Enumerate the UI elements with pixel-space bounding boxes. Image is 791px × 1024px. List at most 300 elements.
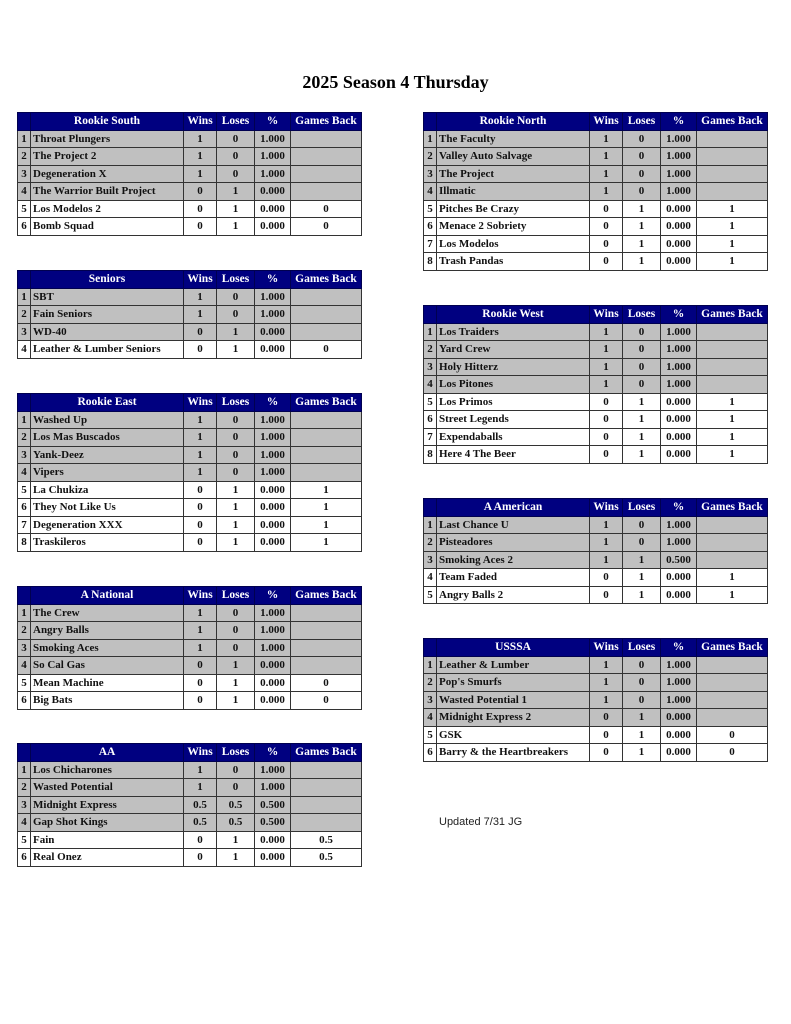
wins-header: Wins — [184, 113, 217, 131]
team-name: Real Onez — [31, 849, 184, 867]
standings-table-rookie-west — [423, 305, 768, 464]
table-row — [18, 761, 362, 779]
win-pct: 1.000 — [661, 516, 697, 534]
loses: 1 — [623, 586, 661, 604]
win-pct: 0.000 — [255, 341, 291, 359]
loses: 1 — [623, 726, 661, 744]
loses: 1 — [217, 692, 255, 710]
rank: 5 — [424, 200, 437, 218]
division-name: USSSA — [437, 639, 590, 657]
win-pct: 1.000 — [255, 148, 291, 166]
team-name: The Project 2 — [31, 148, 184, 166]
table-row — [18, 499, 362, 517]
division-name: A American — [437, 499, 590, 517]
header-row — [18, 394, 362, 412]
games-back — [291, 130, 362, 148]
games-back: 0 — [291, 341, 362, 359]
standings-table-seniors — [17, 270, 362, 359]
rank: 5 — [18, 481, 31, 499]
table-row — [424, 674, 768, 692]
rank: 4 — [18, 464, 31, 482]
team-name: Los Pitones — [437, 376, 590, 394]
games-back — [697, 376, 768, 394]
win-pct: 1.000 — [255, 639, 291, 657]
loses: 0 — [217, 130, 255, 148]
win-pct: 1.000 — [255, 779, 291, 797]
wins-header: Wins — [590, 306, 623, 324]
team-name: GSK — [437, 726, 590, 744]
table-row — [424, 376, 768, 394]
win-pct: 0.000 — [255, 534, 291, 552]
games-back — [697, 165, 768, 183]
wins: 1 — [184, 639, 217, 657]
games-back-header: Games Back — [697, 499, 768, 517]
team-name: Trash Pandas — [437, 253, 590, 271]
win-pct: 0.000 — [661, 393, 697, 411]
rank: 3 — [18, 165, 31, 183]
rank: 2 — [18, 779, 31, 797]
wins: 0 — [184, 534, 217, 552]
wins: 1 — [184, 306, 217, 324]
wins: 0 — [184, 341, 217, 359]
win-pct: 1.000 — [661, 376, 697, 394]
wins: 0 — [590, 726, 623, 744]
games-back-header: Games Back — [291, 113, 362, 131]
loses: 1 — [623, 428, 661, 446]
wins: 1 — [590, 165, 623, 183]
rank: 4 — [424, 709, 437, 727]
rank: 7 — [424, 235, 437, 253]
loses: 1 — [217, 481, 255, 499]
loses-header: Loses — [623, 113, 661, 131]
wins: 1 — [184, 288, 217, 306]
wins-header: Wins — [184, 271, 217, 289]
team-name: Big Bats — [31, 692, 184, 710]
loses-header: Loses — [623, 306, 661, 324]
wins: 1 — [184, 622, 217, 640]
games-back — [697, 323, 768, 341]
games-back: 1 — [291, 534, 362, 552]
wins: 0 — [184, 674, 217, 692]
wins: 1 — [184, 411, 217, 429]
win-pct: 1.000 — [255, 130, 291, 148]
table-row — [424, 200, 768, 218]
table-row — [18, 464, 362, 482]
wins: 1 — [184, 464, 217, 482]
rank: 4 — [18, 341, 31, 359]
rank: 5 — [424, 726, 437, 744]
rank: 2 — [424, 148, 437, 166]
win-pct: 0.000 — [255, 831, 291, 849]
loses: 0 — [623, 148, 661, 166]
games-back-header: Games Back — [291, 587, 362, 605]
win-pct: 0.000 — [255, 499, 291, 517]
team-name: Smoking Aces 2 — [437, 551, 590, 569]
table-row — [18, 200, 362, 218]
table-row — [424, 656, 768, 674]
win-pct: 0.000 — [255, 516, 291, 534]
table-row — [18, 341, 362, 359]
team-name: Los Traiders — [437, 323, 590, 341]
table-row — [18, 674, 362, 692]
win-pct: 1.000 — [661, 323, 697, 341]
division-name: Rookie East — [31, 394, 184, 412]
rank: 2 — [424, 341, 437, 359]
games-back — [291, 446, 362, 464]
team-name: Degeneration XXX — [31, 516, 184, 534]
wins: 1 — [590, 516, 623, 534]
pct-header: % — [255, 271, 291, 289]
team-name: Los Modelos 2 — [31, 200, 184, 218]
loses: 1 — [623, 253, 661, 271]
pct-header: % — [661, 113, 697, 131]
loses: 0 — [623, 674, 661, 692]
games-back: 1 — [291, 481, 362, 499]
games-back — [697, 183, 768, 201]
win-pct: 1.000 — [255, 622, 291, 640]
wins: 0 — [590, 446, 623, 464]
loses: 1 — [217, 499, 255, 517]
standings-table-rookie-south — [17, 112, 362, 236]
standings-table-aa — [17, 743, 362, 867]
games-back: 1 — [697, 218, 768, 236]
win-pct: 0.000 — [661, 446, 697, 464]
pct-header: % — [255, 113, 291, 131]
team-name: Barry & the Heartbreakers — [437, 744, 590, 762]
rank: 5 — [18, 831, 31, 849]
games-back: 0 — [291, 674, 362, 692]
games-back: 0 — [697, 744, 768, 762]
rank: 1 — [424, 323, 437, 341]
wins: 1 — [184, 429, 217, 447]
games-back: 1 — [697, 569, 768, 587]
team-name: Midnight Express 2 — [437, 709, 590, 727]
table-row — [18, 288, 362, 306]
games-back — [697, 674, 768, 692]
loses: 0 — [623, 656, 661, 674]
table-row — [424, 534, 768, 552]
team-name: Leather & Lumber — [437, 656, 590, 674]
table-row — [424, 709, 768, 727]
games-back — [697, 358, 768, 376]
header-row — [18, 113, 362, 131]
wins: 1 — [590, 341, 623, 359]
loses: 1 — [217, 200, 255, 218]
wins: 1 — [590, 691, 623, 709]
loses: 1 — [623, 569, 661, 587]
table-row — [424, 341, 768, 359]
rank: 6 — [18, 692, 31, 710]
division-name: AA — [31, 744, 184, 762]
wins: 1 — [590, 148, 623, 166]
win-pct: 0.000 — [255, 323, 291, 341]
win-pct: 0.500 — [661, 551, 697, 569]
win-pct: 1.000 — [255, 464, 291, 482]
loses: 0 — [217, 464, 255, 482]
pct-header: % — [661, 499, 697, 517]
rank: 2 — [18, 306, 31, 324]
table-row — [18, 814, 362, 832]
games-back — [697, 148, 768, 166]
table-row — [18, 779, 362, 797]
win-pct: 0.500 — [255, 814, 291, 832]
wins: 0 — [590, 200, 623, 218]
win-pct: 0.000 — [661, 253, 697, 271]
team-name: Pop's Smurfs — [437, 674, 590, 692]
rank: 4 — [424, 183, 437, 201]
loses: 0 — [217, 411, 255, 429]
games-back-header: Games Back — [291, 744, 362, 762]
win-pct: 0.000 — [255, 218, 291, 236]
loses: 1 — [623, 235, 661, 253]
division-name: Rookie North — [437, 113, 590, 131]
games-back: 1 — [697, 586, 768, 604]
rank: 5 — [18, 674, 31, 692]
win-pct: 1.000 — [255, 429, 291, 447]
wins: 0 — [590, 586, 623, 604]
table-row — [18, 130, 362, 148]
team-name: Smoking Aces — [31, 639, 184, 657]
games-back — [291, 604, 362, 622]
table-row — [18, 692, 362, 710]
table-row — [18, 516, 362, 534]
table-row — [424, 148, 768, 166]
loses: 0.5 — [217, 814, 255, 832]
wins: 0 — [184, 516, 217, 534]
games-back: 1 — [697, 235, 768, 253]
games-back — [697, 691, 768, 709]
wins: 0.5 — [184, 796, 217, 814]
team-name: Gap Shot Kings — [31, 814, 184, 832]
loses: 0 — [217, 779, 255, 797]
team-name: Mean Machine — [31, 674, 184, 692]
loses: 1 — [623, 709, 661, 727]
win-pct: 1.000 — [661, 656, 697, 674]
table-row — [424, 586, 768, 604]
rank: 1 — [424, 516, 437, 534]
standings-table-rookie-east — [17, 393, 362, 552]
team-name: Expendaballs — [437, 428, 590, 446]
rank: 3 — [424, 691, 437, 709]
games-back: 1 — [697, 428, 768, 446]
team-name: Menace 2 Sobriety — [437, 218, 590, 236]
games-back — [291, 814, 362, 832]
table-row — [18, 796, 362, 814]
wins: 1 — [184, 779, 217, 797]
win-pct: 1.000 — [661, 341, 697, 359]
team-name: The Warrior Built Project — [31, 183, 184, 201]
table-row — [18, 323, 362, 341]
loses: 1 — [217, 534, 255, 552]
team-name: Valley Auto Salvage — [437, 148, 590, 166]
win-pct: 1.000 — [661, 534, 697, 552]
loses: 1 — [623, 744, 661, 762]
games-back — [291, 411, 362, 429]
rank: 5 — [18, 200, 31, 218]
games-back — [291, 779, 362, 797]
team-name: Holy Hitterz — [437, 358, 590, 376]
rank-header — [18, 113, 31, 131]
table-row — [18, 446, 362, 464]
games-back-header: Games Back — [291, 271, 362, 289]
wins: 0 — [184, 657, 217, 675]
division-name: Rookie South — [31, 113, 184, 131]
header-row — [424, 499, 768, 517]
wins: 1 — [590, 183, 623, 201]
rank: 3 — [424, 165, 437, 183]
rank: 2 — [18, 622, 31, 640]
win-pct: 1.000 — [661, 183, 697, 201]
win-pct: 0.000 — [255, 657, 291, 675]
win-pct: 1.000 — [255, 761, 291, 779]
win-pct: 0.000 — [661, 200, 697, 218]
loses: 0 — [217, 604, 255, 622]
rank: 7 — [424, 428, 437, 446]
wins: 1 — [590, 358, 623, 376]
rank: 6 — [424, 218, 437, 236]
loses: 1 — [623, 393, 661, 411]
rank-header — [18, 744, 31, 762]
table-row — [424, 446, 768, 464]
table-row — [18, 639, 362, 657]
wins: 1 — [184, 148, 217, 166]
table-row — [424, 691, 768, 709]
rank: 8 — [424, 253, 437, 271]
wins-header: Wins — [184, 394, 217, 412]
win-pct: 0.000 — [661, 411, 697, 429]
games-back — [291, 306, 362, 324]
wins-header: Wins — [184, 744, 217, 762]
games-back — [697, 341, 768, 359]
loses: 0 — [217, 306, 255, 324]
games-back — [291, 183, 362, 201]
header-row — [424, 306, 768, 324]
wins: 0 — [184, 481, 217, 499]
games-back — [291, 639, 362, 657]
team-name: The Crew — [31, 604, 184, 622]
rank: 1 — [424, 656, 437, 674]
team-name: Los Modelos — [437, 235, 590, 253]
wins: 0 — [184, 499, 217, 517]
rank: 3 — [18, 639, 31, 657]
team-name: Los Primos — [437, 393, 590, 411]
rank: 3 — [18, 446, 31, 464]
games-back-header: Games Back — [697, 113, 768, 131]
games-back — [697, 534, 768, 552]
win-pct: 0.000 — [661, 218, 697, 236]
wins: 0.5 — [184, 814, 217, 832]
games-back — [697, 551, 768, 569]
table-row — [18, 148, 362, 166]
loses: 1 — [217, 341, 255, 359]
games-back: 1 — [697, 393, 768, 411]
loses-header: Loses — [217, 587, 255, 605]
team-name: Illmatic — [437, 183, 590, 201]
table-row — [424, 726, 768, 744]
rank: 4 — [18, 814, 31, 832]
games-back-header: Games Back — [291, 394, 362, 412]
rank: 8 — [424, 446, 437, 464]
wins: 1 — [590, 674, 623, 692]
standings-table-usssa — [423, 638, 768, 762]
loses: 1 — [217, 849, 255, 867]
rank: 1 — [18, 604, 31, 622]
team-name: Here 4 The Beer — [437, 446, 590, 464]
loses: 1 — [217, 516, 255, 534]
pct-header: % — [255, 587, 291, 605]
team-name: Wasted Potential — [31, 779, 184, 797]
games-back — [697, 656, 768, 674]
games-back — [697, 516, 768, 534]
wins: 1 — [184, 604, 217, 622]
page-title: 2025 Season 4 Thursday — [302, 72, 489, 92]
wins: 0 — [590, 218, 623, 236]
team-name: They Not Like Us — [31, 499, 184, 517]
rank: 7 — [18, 516, 31, 534]
team-name: Vipers — [31, 464, 184, 482]
team-name: Degeneration X — [31, 165, 184, 183]
table-row — [18, 183, 362, 201]
rank-header — [424, 639, 437, 657]
games-back — [291, 761, 362, 779]
rank-header — [18, 271, 31, 289]
loses: 0 — [623, 691, 661, 709]
pct-header: % — [255, 394, 291, 412]
rank: 1 — [18, 761, 31, 779]
win-pct: 0.000 — [255, 200, 291, 218]
loses: 1 — [623, 446, 661, 464]
team-name: Throat Plungers — [31, 130, 184, 148]
table-row — [18, 622, 362, 640]
rank: 1 — [18, 130, 31, 148]
header-row — [18, 587, 362, 605]
rank: 6 — [18, 499, 31, 517]
win-pct: 1.000 — [661, 358, 697, 376]
table-row — [18, 831, 362, 849]
team-name: Traskileros — [31, 534, 184, 552]
table-row — [424, 218, 768, 236]
table-row — [18, 604, 362, 622]
rank-header — [424, 306, 437, 324]
rank: 5 — [424, 586, 437, 604]
pct-header: % — [255, 744, 291, 762]
wins: 0 — [590, 235, 623, 253]
win-pct: 0.000 — [255, 674, 291, 692]
standings-table-a-american — [423, 498, 768, 604]
team-name: Angry Balls 2 — [437, 586, 590, 604]
loses-header: Loses — [623, 499, 661, 517]
win-pct: 0.000 — [661, 569, 697, 587]
team-name: Bomb Squad — [31, 218, 184, 236]
loses: 1 — [217, 218, 255, 236]
win-pct: 0.000 — [661, 744, 697, 762]
standings-table-a-national — [17, 586, 362, 710]
games-back: 1 — [291, 499, 362, 517]
games-back — [291, 148, 362, 166]
team-name: Wasted Potential 1 — [437, 691, 590, 709]
rank: 8 — [18, 534, 31, 552]
games-back: 1 — [697, 253, 768, 271]
team-name: SBT — [31, 288, 184, 306]
rank: 1 — [18, 288, 31, 306]
loses: 1 — [217, 831, 255, 849]
rank: 6 — [18, 849, 31, 867]
division-name: A National — [31, 587, 184, 605]
loses: 0.5 — [217, 796, 255, 814]
games-back — [697, 130, 768, 148]
win-pct: 0.500 — [255, 796, 291, 814]
loses: 0 — [623, 358, 661, 376]
